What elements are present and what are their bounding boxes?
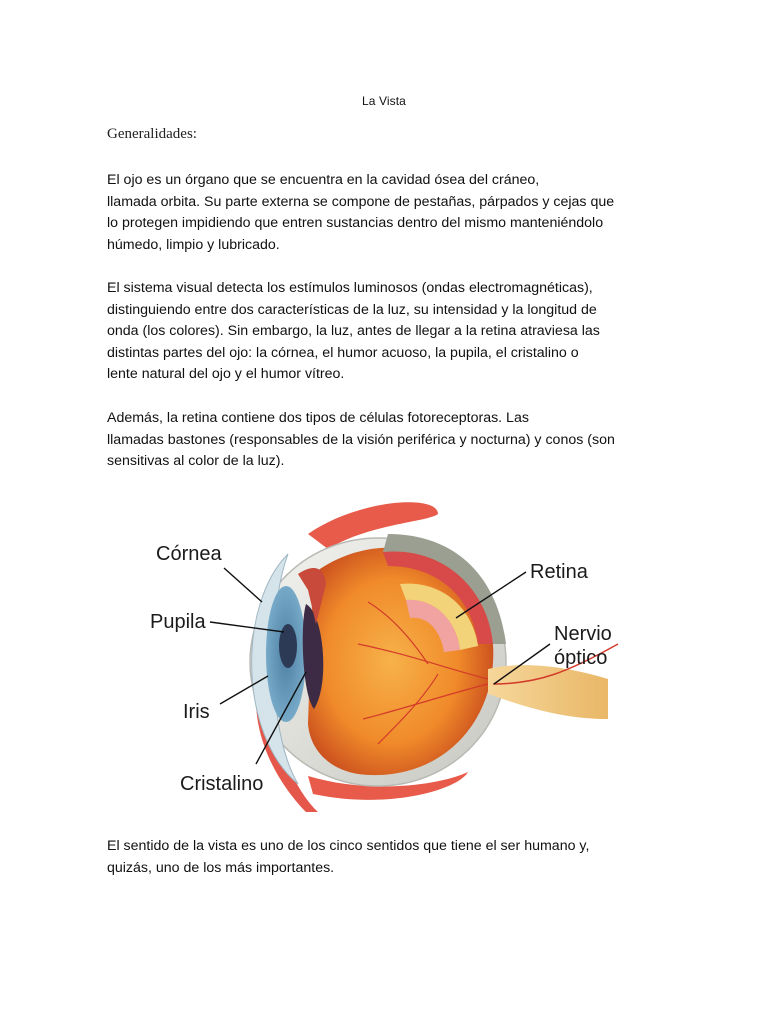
text-line: llamada orbita. Su parte externa se compone de pestañas, párpados y cejas que (107, 193, 615, 210)
eye-anatomy-figure (138, 494, 632, 812)
text-line: sensitivas al color de la luz). (107, 453, 285, 469)
label-iris: Iris (183, 701, 210, 723)
text-line: quizás, uno de los más importantes. (107, 859, 335, 876)
text-line: onda (los colores). Sin embargo, la luz, antes de llegar a la retina atraviesa las (107, 323, 600, 339)
label-pupila: Pupila (150, 611, 206, 633)
text-line: El sentido de la vista es uno de los cinco sentidos que tiene el ser humano y, (107, 838, 590, 854)
text-line: Además, la retina contiene dos tipos de células fotoreceptoras. Las (107, 410, 529, 426)
pupil-shape (279, 624, 297, 668)
paragraph-conclusion (107, 836, 667, 879)
text-line: llamadas bastones (responsables de la visión periférica y nocturna) y conos (son (107, 431, 615, 448)
text-line: lo protegen impidiendo que entren sustancias dentro del mismo manteniéndolo (107, 215, 604, 231)
text-line: El sistema visual detecta los estímulos luminosos (ondas electromagnéticas), (107, 280, 593, 296)
eye-diagram (138, 494, 632, 812)
text-line: húmedo, limpio y lubricado. (107, 236, 280, 253)
paragraph-photoreceptors (107, 408, 667, 473)
text-line: distinguiendo entre dos características de la luz, su intensidad y la longitud de (107, 301, 597, 318)
optic-nerve (488, 665, 608, 719)
document-title: La Vista (362, 94, 406, 108)
label-retina: Retina (530, 561, 588, 583)
paragraph-visual-system (107, 278, 667, 386)
paragraph-eye-intro (107, 170, 667, 256)
text-line: distintas partes del ojo: la córnea, el humor acuoso, la pupila, el cristalino o (107, 344, 579, 361)
text-line: El ojo es un órgano que se encuentra en la cavidad ósea del cráneo, (107, 172, 540, 188)
label-optico: óptico (554, 647, 608, 669)
label-nervio: Nervio (554, 623, 612, 645)
label-cristalino: Cristalino (180, 773, 264, 795)
label-cornea: Córnea (156, 543, 222, 565)
section-heading: Generalidades: (107, 126, 197, 142)
text-line: lente natural del ojo y el humor vítreo. (107, 366, 345, 382)
